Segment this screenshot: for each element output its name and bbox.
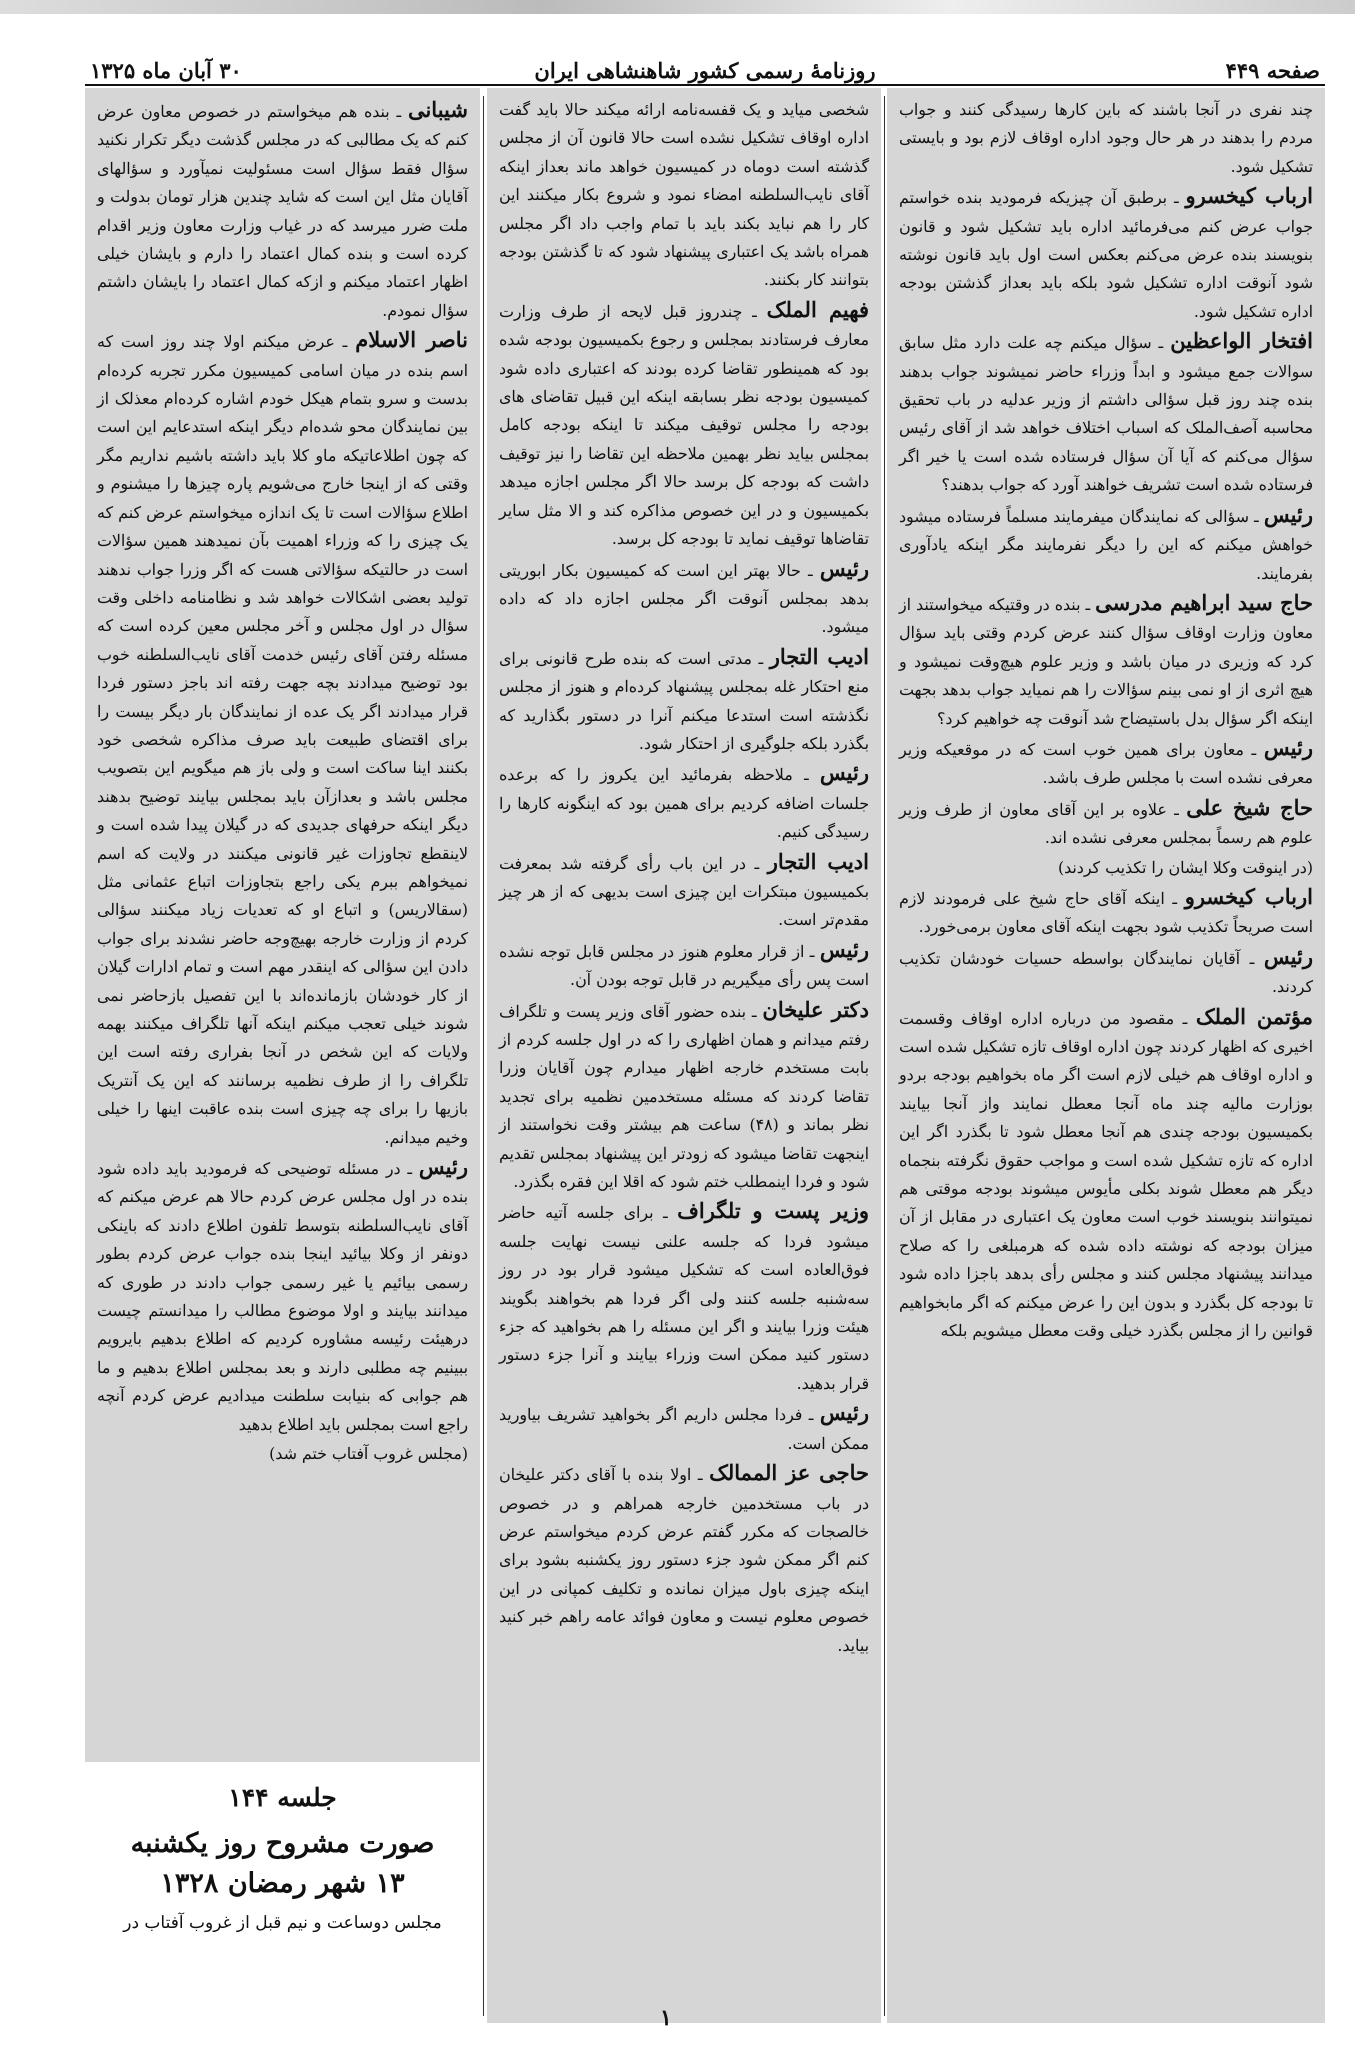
paragraph-text: ـ مدتی است که بنده طرح قانونی برای منع احتکار غله بمجلس پیشنهاد کرده‌ام و هنوز از مجلس نگذشته است استدعا میکنم آنرا در دستور بگذارید که بگذرد بلکه جلوگیری از احتکار شود.: [499, 648, 869, 753]
speaker-name: رئیس: [1263, 734, 1313, 760]
paragraph-text: ـ بنده در وقتیکه میخواستند از معاون وزارت اوقاف سؤال کنند عرض کردم وقتی باید سؤال کرد که وزیری در میان باشد و وزیر علوم هیچ‌وقت نمیشود و هیچ اثری از او نمی بینم سؤالات را هم نمیاید جواب بدهد بجهت اینکه اگر سؤال بدل باستیضاح شد آنوقت چه خواهیم کرد؟: [899, 594, 1313, 728]
page-header: [90, 58, 1320, 92]
paragraph-text: ـ بنده هم میخواستم در خصوص معاون عرض کنم که یک مطالبی که در مجلس گذشت دیگر تکرار نکنید سؤال فقط سؤال است مسئولیت نمیآورد و سؤالهای آقایان مثل این است که شاید چندین هزار تومان بدولت و ملت ضرر میرسد که در غیاب وزارت معاون وزیر اقدام کرده است و بنده کمال اعتماد را دارم و بایشان خیلی اظهار اعتماد میکنم و ازکه کمال اعتماد را بایشان داشتم سؤال نمودم.: [97, 102, 468, 320]
speaker-name: ناصر الاسلام: [355, 327, 468, 353]
speaker-name: مؤتمن الملک: [1195, 1003, 1313, 1029]
paragraph-text: ـ اینکه آقای حاج شیخ علی فرمودند لازم است صریحاً تکذیب شود بجهت اینکه آقای معاون برمی‌خورد.: [899, 888, 1313, 937]
speaker-name: رئیس: [1263, 501, 1313, 527]
header-rule: [85, 84, 1325, 86]
paragraph: [97, 1153, 468, 1439]
paragraph-text: ـ در مسئله توضیحی که فرمودید باید داده شود بنده در اول مجلس عرض کردم حالا هم عرض میکنم که آقای نایب‌السلطنه بتوسط تلفون اطلاع دادند که باینکی دونفر از وکلا بیائید اینجا بنده جواب عرض کردم بطور رسمی بیائیم یا غیر رسمی جواب دادند در طوری که میدانند بیایند و اولا موضوع مطالب را میدانستم چیست درهیئت رئیسه مشاوره کردیم که اطلاع بدهیم بایرویم ببینیم چه مطلبی دارند و بعد بمجلس اطلاع بدهیم و ما هم جوابی که بنیابت سلطنت میدادیم عرض کردم آنچه راجع است بمجلس باید اطلاع بدهید: [97, 1159, 468, 1434]
speaker-name: حاجی عز الممالک: [709, 1460, 869, 1486]
paragraph: [899, 1003, 1313, 1346]
speaker-name: ادیب التجار: [769, 643, 869, 669]
paragraph-text: ـ مقصود من درباره اداره اوقاف وقسمت اخیری که اظهار کردند چون اداره اوقاف تازه تشکیل شده است و اداره اوقاف هم خیلی لازم است اگر ماه بخواهیم بودجه بردو بوزارت مالیه چند ماه آنجا معطل نمایند واز آنجا بیایند بکمیسیون بودجه چندی هم آنجا معطل شود تا بگذرد اگر این اداره که تازه تشکیل شده است و مواجب حقوق نگرفته بنجماه دیگر هم معطل شوند بکلی مأیوس میشوند بودجه موقتی هم نمیتوانند بنویسند خوب است معاون یک اعتباری در مقابل از آن میزان بودجه که نوشته داده شده که هرمبلغی را که صلاح میدانند پیشنهاد مجلس کنند و مجلس رأی بدهد باجزا داده شود تا بودجه کل بگذرد و بدون این را عرض میکنم که اگر مابخواهیم قوانین را از مجلس بگذرد خیلی وقت معطل میشویم بلکه: [899, 1008, 1313, 1341]
paragraph: [499, 936, 869, 995]
paragraph: [499, 1399, 869, 1458]
speaker-name: حاج سید ابراهیم مدرسی: [1095, 589, 1313, 615]
paragraph-text: (در اینوقت وکلا ایشان را تکذیب کردند): [1057, 857, 1313, 877]
paragraph-text: شخصی میاید و یک قفسه‌نامه ارائه میکند حالا باید گفت اداره اوقاف تشکیل نشده است حالا قانون آن از مجلس گذشته است دوماه در کمیسیون خواهد ماند بعداز اینکه آقای نایب‌السلطنه امضاء نمود و شروع بکار میکنند این کار را هم نباید بکند باید با تمام واجب داد اگر مجلس همراه باشد یک اعتباری پیشنهاد شود که تا گذشتن بودجه بتوانند کار بکنند.: [499, 100, 869, 290]
paragraph-text: ـ چندروز قبل لایحه از طرف وزارت معارف فرستادند بمجلس و رجوع بکمیسیون بودجه شده بود که همینطور تقاضا کرده بودند که اعتباری داده شود کمیسیون بودجه نظر بسابقه اینکه این قبیل تقاضای های بودجه را مجلس توقیف میکند تا اینکه بودجه کامل بمجلس بیاید نظر بهمین ملاحظه این تقاضا را نیز توقیف داشت که بودجه کل برسد حالا اگر مجلس اجازه میدهد بکمیسیون و در این خصوص مذاکره کند و الا مثل سایر تقاضاها توقیف نماید تا بودجه کل برسد.: [499, 301, 869, 549]
session-opening: مجلس دوساعت و نیم قبل از غروب آفتاب در: [123, 1913, 442, 1933]
paragraph-text: ـ حالا بهتر این است که کمیسیون بکار ابوریتی بدهد بمجلس آنوقت اگر مجلس اجازه داد که داده میشود.: [499, 560, 869, 637]
paragraph: [499, 643, 869, 759]
column-right: [887, 88, 1325, 2023]
speaker-name: ارباب کیخسرو: [1185, 183, 1313, 209]
scan-edge: [0, 0, 1355, 14]
speaker-name: دکتر علیخان: [762, 996, 869, 1022]
paragraph: [899, 794, 1313, 853]
speaker-name: شیبانی: [407, 97, 468, 122]
paragraph: [499, 996, 869, 1197]
issue-date: ۳۰ آبان ماه ۱۳۲۵: [90, 58, 242, 83]
page-number-label: صفحه ۴۴۹: [1225, 58, 1320, 83]
paragraph-text: ـ برطبق آن چیزیکه فرمودید بنده خواستم جواب عرض کنم می‌فرمائید اداره باید تشکیل شود و قانون بنویسند بنده عرض می‌کنم بعکس است اول باید قانون نوشته شود آنوقت اداره تشکیل شود بلکه باید بعداز گذشتن بودجه اداره تشکیل شود.: [899, 188, 1313, 321]
session-heading: [85, 1770, 480, 2040]
paragraph-text: ـ معاون برای همین خوب است که در موقعیکه وزیر معرفی نشده است با مجلس طرف باشد.: [899, 739, 1313, 788]
session-number: جلسه ۱۴۴: [228, 1783, 337, 1812]
newspaper-title: روزنامهٔ رسمی کشور شاهنشاهی ایران: [534, 58, 876, 83]
paragraph: [899, 734, 1313, 793]
speaker-name: رئیس: [819, 760, 869, 786]
paragraph: [499, 1197, 869, 1398]
column-left: [85, 88, 480, 1762]
paragraph: [899, 854, 1313, 882]
paragraph: [899, 327, 1313, 499]
speaker-name: رئیس: [418, 1154, 468, 1180]
session-date: ۱۳ شهر رمضان ۱۳۲۸: [160, 1868, 405, 1899]
paragraph: [499, 759, 869, 846]
speaker-name: فهیم الملک: [766, 296, 869, 322]
paragraph-text: ـ فردا مجلس داریم اگر بخواهید تشریف بیاورید ممکن است.: [499, 1405, 869, 1453]
speaker-name: حاج شیخ علی: [1186, 794, 1313, 820]
paragraph-text: ـ بنده حضور آقای وزیر پست و تلگراف رفتم میدانم و همان اظهاری را که در اول جلسه کردم از بابت مستخدم خارجه اظهار میدارم چون آقایان وزرا تقاضا کردند که مسئله مستخدمین نظمیه برای تجدید نظر بماند و (۴۸) ساعت هم بیشتر وقت نخواستند از اینجهت تقاضا میشود که زودتر این پیشنهاد بمجلس تقدیم شود و فردا اینمطلب ختم شود که اقلا این فقره بگذرد.: [499, 1001, 869, 1192]
speaker-name: ادیب التجار: [767, 848, 869, 874]
paragraph-text: چند نفری در آنجا باشند که باین کارها رسیدگی کنند و جواب مردم را بدهند در هر حال وجود اداره اوقاف لازم بود و بایستی تشکیل شود.: [899, 100, 1313, 176]
paragraph: [899, 943, 1313, 1002]
paragraph-text: ـ علاوه بر این آقای معاون از طرف وزیر علوم هم رسماً بمجلس معرفی نشده اند.: [899, 799, 1313, 848]
paragraph: [499, 96, 869, 295]
paragraph: [899, 589, 1313, 733]
speaker-name: رئیس: [1263, 943, 1313, 969]
paragraph: [499, 296, 869, 554]
paragraph-text: ـ از قرار معلوم هنوز در مجلس قابل توجه نشده است پس رأی میگیریم در قابل توجه بودن آن.: [499, 941, 869, 990]
paragraph-text: ـ برای جلسه آتیه حاضر میشود فردا که جلسه علنی نیست نهایت جلسه فوق‌العاده است که تشکیل میشود قرار بود در روز سه‌شنبه جلسه کنند ولی اگر فردا هم بخواهند بگویند هیئت وزرا بیایند و اگر این مسئله را هم بخواهید که جزء دستور کنید ممکن است وزراء بیایند و آنرا جزء دستور قرار بدهید.: [499, 1203, 869, 1393]
paragraph: [899, 96, 1313, 181]
paragraph-text: ـ در این باب رأی گرفته شد بمعرفت بکمیسیون مبتکرات این چیزی است بدیهی که از هر چیز مقدم‌تر است.: [499, 853, 869, 930]
paragraph: [499, 848, 869, 935]
speaker-name: وزیر پست و تلگراف: [677, 1198, 869, 1224]
paragraph: [97, 326, 468, 1152]
paragraph: [499, 1459, 869, 1660]
paragraph: [899, 182, 1313, 326]
paragraph-text: ـ سؤال میکنم چه علت دارد مثل سابق سوالات جمع میشود و ابداً وزراء حاضر نمیشوند جواب بدهند بنده چند روز قبل سؤالی داشتم از وزیر عدلیه در باب تحقیق محاسبه آصف‌الملک که اسباب اختلاف خواهد شد از آقای رئیس سؤال می‌کنم که آیا آن سؤال فرستاده شده است یا خیر اگر فرستاده شده است تشریف خواهند آورد که جواب بدهند؟: [899, 333, 1313, 495]
paragraph-text: (مجلس غروب آفتاب ختم شد): [269, 1444, 468, 1464]
column-divider: [884, 96, 885, 2016]
speaker-name: ارباب کیخسرو: [1184, 883, 1313, 909]
paragraph-text: ـ آقایان نمایندگان بواسطه حسیات خودشان تکذیب کردند.: [899, 948, 1313, 997]
speaker-name: رئیس: [819, 1400, 869, 1426]
speaker-name: رئیس: [819, 936, 869, 962]
paragraph: [899, 883, 1313, 942]
paragraph: [499, 555, 869, 642]
speaker-name: رئیس: [819, 555, 869, 581]
column-divider: [483, 96, 484, 2016]
footer-page-number: ۱: [660, 2005, 672, 2031]
paragraph: [97, 1440, 468, 1468]
speaker-name: افتخار الواعظین: [1170, 328, 1313, 354]
paragraph-text: ـ اولا بنده با آقای دکتر علیخان در باب مستخدمین خارجه همراهم و در خصوص خالصجات که مکرر گفتم عرض کردم میخواستم عرض کنم اگر ممکن شود جزء دستور روز یکشنبه بشود برای اینکه چیزی باول میزان نمانده و تکلیف کمپانی در این خصوص معلوم نیست و معاون فوائد عامه راهم خبر کنید بیاید.: [499, 1465, 869, 1655]
paragraph: [899, 501, 1313, 588]
column-middle: [487, 88, 881, 2023]
paragraph-text: ـ سؤالی که نمایندگان میفرمایند مسلماً فرستاده میشود خواهش میکنم که این را دیگر نفرمایند مگر اینکه یادآوری بفرمایند.: [899, 506, 1313, 583]
paragraph-text: ـ عرض میکنم اولا چند روز است که اسم بنده در میان اسامی کمیسیون مکرر تجربه کرده‌ام بدست و سرو بتمام هیکل خودم اشاره کرده‌ام معذلک از بین نمایندگان محو شده‌ام دیگر اینکه استدعایم این است که چون اطلاعاتیکه ماو کلا باید داشته باشیم نداریم مگر وقتی که از اینجا خارج می‌شویم پاره چیزها را میشنوم و اطلاع سؤالات است تا یک اندازه میخواستم عرض کنم که یک چیزی را که وزراء اهمیت بآن نمیدهند همین سؤالات است در حالتیکه سؤالاتی هست که اگر وزرا جواب ندهند تولید بعضی اشکالات خواهد شد و نظامنامه داخلی وقت سؤال در اول مجلس و آخر مجلس معین کرده است که مسئله رفتن آقای رئیس خدمت آقای نایب‌السلطنه خوب بود توضیح میدادند بچه جهت رفته اند باجز دستور فردا قرار میدادند اگر یک عده از نمایندگان بار دیگر بیست را برای اقتضای طبیعت باید صرف مذاکره شخصی خود بکنند اینا ساکت است و ولی باز هم میگویم این بتصویب مجلس باشد و بعدازآن باید بمجلس بیایند توضیح بدهند دیگر اینکه حرفهای جدیدی که در گیلان پیدا شده است و لاینقطع تجاوزات غیر قانونی میکنند در ولایت که اسم نمیخواهم ببرم یکی راجع بتجاوزات اتباع عثمانی مثل (سقالاریس) و اتباع او که تعدیات زیاد میکنند سؤالی کردم از وزارت خارجه بهیچ‌وجه حاضر نشدند برای جواب دادن این سؤالی که اینقدر مهم است و تمام ادارات گیلان از کار خودشان بازمانده‌اند با این تفصیل بازحاضر نمی شوند خیلی تعجب میکنم اینکه آنها تلگراف میکنند بهمه ولایات که این شخص در آنجا بفراری رفته است این تلگراف را از طرف نظمیه برسانند که این یک آنتریک بازیها را برای چه چیزی است بنده عاقبت اینها را خیلی وخیم میدانم.: [97, 332, 468, 1147]
paragraph: [97, 96, 468, 325]
session-title: صورت مشروح روز یکشنبه: [130, 1828, 435, 1859]
paragraph-text: ـ ملاحظه بفرمائید این یکروز را که برعده جلسات اضافه کردیم برای همین بود که اینگونه کارها را رسیدگی کنیم.: [499, 765, 869, 842]
